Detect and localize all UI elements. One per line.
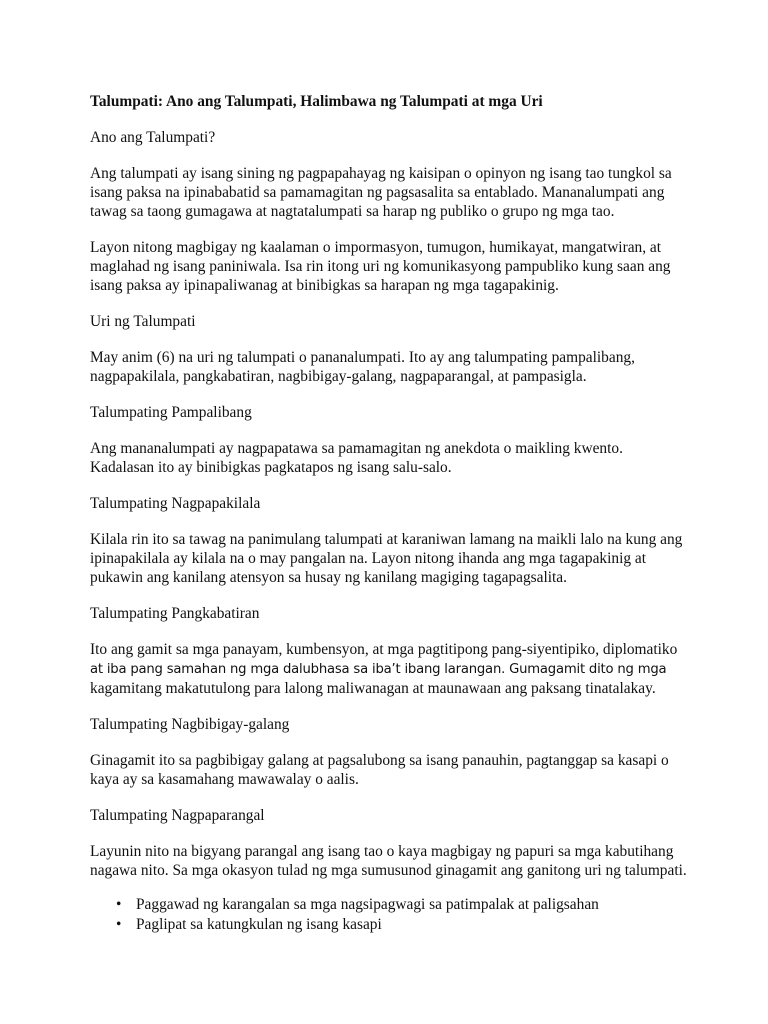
section-heading-nagpaparangal: Talumpating Nagpaparangal <box>90 807 265 824</box>
paragraph-purpose: Layon nitong magbigay ng kaalaman o impormasyon, tumugon, humikayat, mangatwiran, at maglahad ng isang paniniwala. Isa rin itong uri ng komunikasyong pampubliko kung saan ang isang paksa ay ipinapaliwanag at binibigkas sa harapan ng mga tagapakinig. <box>90 239 671 294</box>
paragraph-pangkabatiran: Ito ang gamit sa mga panayam, kumbensyon, at mga pagtitipong pang-siyentipiko, diplomatiko at iba pang samahan ng mga dalubhasa sa iba’t ibang larangan. Gumagamit dito ng mga kagamitang makatutulong para lalong maliwanagan at maunawaan ang paksang tinatalakay. <box>90 641 678 697</box>
list-item: • Paglipat sa katungkulan ng isang kasapi <box>136 915 690 935</box>
section-heading-ano-ang-talumpati: Ano ang Talumpati? <box>90 129 216 146</box>
list-item: • Paggawad ng karangalan sa mga nagsipagwagi sa patimpalak at paligsahan <box>136 895 690 915</box>
section-heading-pangkabatiran: Talumpating Pangkabatiran <box>90 605 260 622</box>
section-heading-uri-ng-talumpati: Uri ng Talumpati <box>90 313 196 330</box>
section-heading-pampalibang: Talumpating Pampalibang <box>90 404 252 421</box>
paragraph-pampalibang: Ang mananalumpati ay nagpapatawa sa pamamagitan ng anekdota o maikling kwento. Kadalasan ito ay binibigkas pagkatapos ng isang salu-salo. <box>90 440 623 476</box>
section-heading-nagpapakilala: Talumpating Nagpapakilala <box>90 495 261 512</box>
document-body <box>90 92 690 935</box>
document-title: Talumpati: Ano ang Talumpati, Halimbawa ng Talumpati at mga Uri <box>90 93 543 110</box>
paragraph-types: May anim (6) na uri ng talumpati o pananalumpati. Ito ay ang talumpating pampalibang, nagpapakilala, pangkabatiran, nagbibigay-galang, nagpaparangal, at pampasigla. <box>90 349 635 385</box>
paragraph-definition: Ang talumpati ay isang sining ng pagpapahayag ng kaisipan o opinyon ng isang tao tungkol sa isang paksa na ipinababatid sa pamamagitan ng pagsasalita sa entablado. Mananalumpati ang tawag sa taong gumagawa at nagtatalumpati sa harap ng publiko o grupo ng mga tao. <box>90 165 672 220</box>
bullet-list <box>90 895 690 935</box>
section-heading-nagbibigay-galang: Talumpating Nagbibigay-galang <box>90 716 290 733</box>
paragraph-nagpapakilala: Kilala rin ito sa tawag na panimulang talumpati at karaniwan lamang na maikli lalo na kung ang ipinapakilala ay kilala na o may pangalan na. Layon nitong ihanda ang mga tagapakinig at pukawin ang kanilang atensyon sa husay ng kanilang magiging tagapagsalita. <box>90 531 683 586</box>
paragraph-nagpaparangal: Layunin nito na bigyang parangal ang isang tao o kaya magbigay ng papuri sa mga kabutihang nagawa nito. Sa mga okasyon tulad ng mga sumusunod ginagamit ang ganitong uri ng talumpati. <box>90 843 687 879</box>
paragraph-nagbibigay-galang: Ginagamit ito sa pagbibigay galang at pagsalubong sa isang panauhin, pagtanggap sa kasapi o kaya ay sa kasamahang mawawalay o aalis. <box>90 752 669 788</box>
